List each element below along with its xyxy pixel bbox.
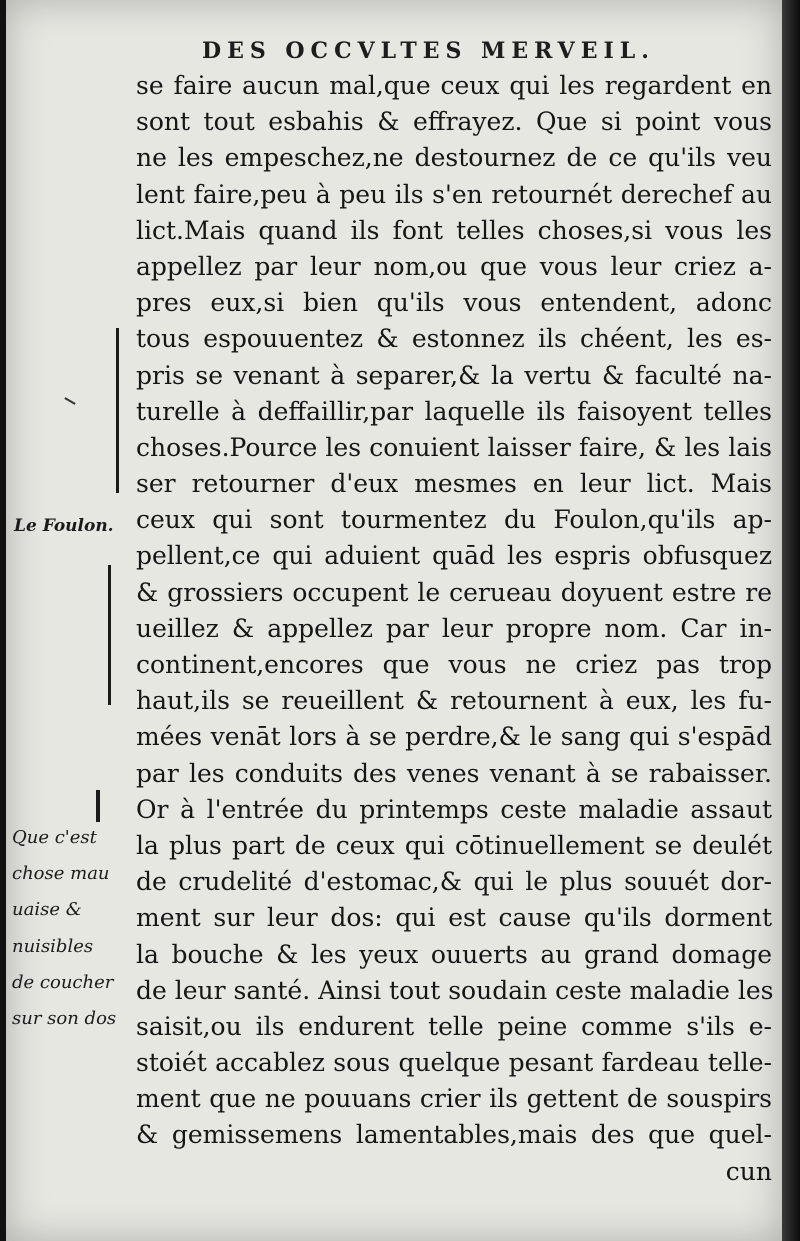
body-text [136,68,772,1190]
text-line: ne les empeschez,ne destournez de ce qu'ils veu [136,143,772,173]
text-line: se faire aucun mal,que ceux qui les regardent en [136,71,772,100]
text-line: de leur santé. Ainsi tout soudain ceste maladie les [136,975,774,1005]
text-line: de crudelité d'estomac,& qui le plus souuét dor- [136,867,772,897]
margin-note-line: sur son dos [12,1007,117,1029]
text-line: saisit,ou ils endurent telle peine comme s'ils e- [136,1011,772,1041]
margin-note-line: Que c'est [12,827,97,848]
running-head: DES OCCVLTES MERVEIL. [202,38,655,64]
margin-note-line: chose mau [12,863,110,885]
text-line: lent faire,peu à peu ils s'en retournét derechef au [136,179,772,209]
text-line: turelle à deffaillir,par laquelle ils faisoyent telles [136,396,772,426]
margin-mark [64,397,75,405]
margin-bracket-line [108,565,111,705]
text-line: ueillez & appellez par leur propre nom. Car in- [136,613,772,643]
text-line: Or à l'entrée du printemps ceste maladie assaut [136,794,772,824]
catchword: cun [725,1156,772,1186]
text-line: continent,encores que vous ne criez pas trop [136,650,772,679]
text-line: pres eux,si bien qu'ils vous entendent, adonc [136,288,772,318]
text-line: ser retourner d'eux mesmes en leur lict. Mais [136,469,772,499]
margin-note-foulon: Le Foulon. [14,516,114,536]
margin-note-line: nuisibles [12,935,94,957]
text-line: appellez par leur nom,ou que vous leur criez a- [136,251,772,281]
text-line: pris se venant à separer,& la vertu & faculté na- [136,360,772,390]
text-line: choses.Pource les conuient laisser faire, & les lais [136,432,772,462]
text-line: ment que ne pouuans crier ils gettent de souspirs [136,1084,772,1114]
text-line: ment sur leur dos: qui est cause qu'ils dorment [136,903,772,933]
text-line: la bouche & les yeux ouuerts au grand domage [136,939,772,969]
text-line: & grossiers occupent le cerueau doyuent estre re [136,577,772,607]
margin-bracket-line [116,328,119,493]
margin-bracket-line [96,790,100,822]
text-line: stoiét accablez sous quelque pesant fardeau telle- [136,1048,772,1078]
text-line: mées venāt lors à se perdre,& le sang qui s'espād [136,722,772,752]
text-line: sont tout esbahis & effrayez. Que si point vous [136,107,772,137]
text-line: par les conduits des venes venant à se rabaisser. [136,758,772,788]
text-line: tous espouuentez & estonnez ils chéent, les es- [136,324,772,354]
text-line: & gemissemens lamentables,mais des que quel- [136,1120,772,1150]
text-line: haut,ils se reueillent & retournent à eux, les fu- [136,686,772,716]
text-line: lict.Mais quand ils font telles choses,si vous les [136,215,772,245]
text-line: pellent,ce qui aduient quād les espris obfusquez [136,541,772,571]
margin-note-sleep [12,820,116,1037]
book-page [6,0,782,1241]
text-line: la plus part de ceux qui cōtinuellement se deulét [136,830,772,860]
margin-note-line: de coucher [12,971,114,993]
text-line: ceux qui sont tourmentez du Foulon,qu'ils ap- [136,505,772,535]
margin-note-line: uaise & [12,899,82,921]
page-edge-shadow [782,0,800,1241]
